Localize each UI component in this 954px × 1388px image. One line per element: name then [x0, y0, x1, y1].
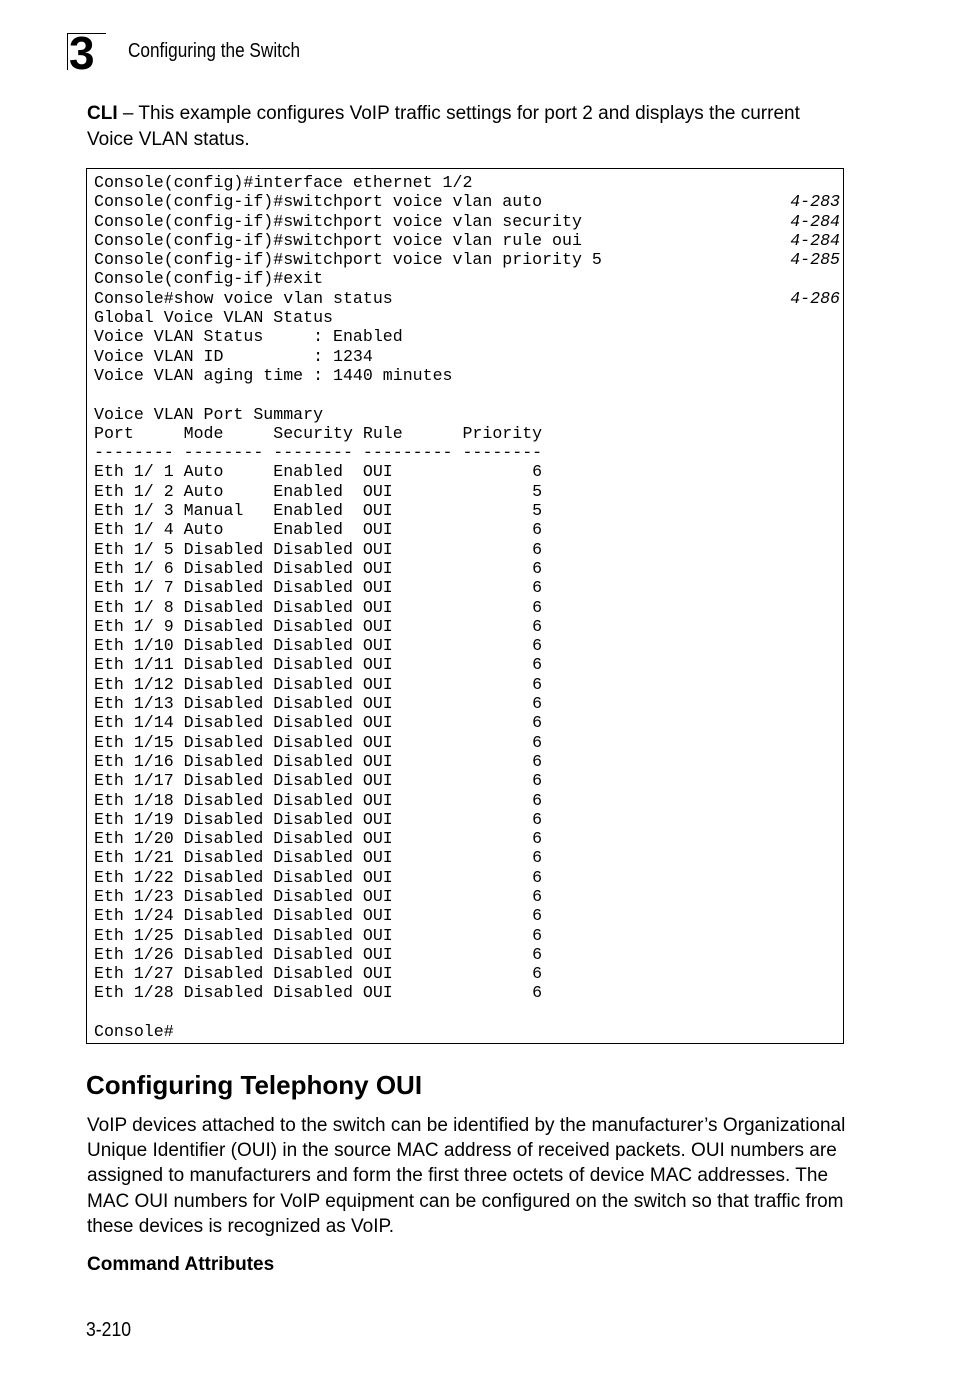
- code-line: [94, 926, 840, 945]
- code-text: Eth 1/ 9 Disabled Disabled OUI 6: [94, 616, 543, 636]
- code-line: [94, 366, 840, 385]
- chapter-title: Configuring the Switch: [128, 40, 301, 62]
- code-line: [94, 578, 840, 597]
- code-line: [94, 655, 840, 674]
- code-page-reference: 4-286: [790, 288, 840, 308]
- intro-label: CLI: [87, 103, 118, 124]
- code-text: Eth 1/ 6 Disabled Disabled OUI 6: [94, 558, 543, 578]
- code-text: Console#show voice vlan status: [94, 288, 393, 308]
- code-line: [94, 636, 840, 655]
- cli-example-lines: [94, 173, 840, 1041]
- code-text: Eth 1/20 Disabled Disabled OUI 6: [94, 829, 543, 849]
- code-text: Console(config-if)#switchport voice vlan rule oui: [94, 230, 582, 250]
- code-line: [94, 1003, 840, 1022]
- code-text: Console(config)#interface ethernet 1/2: [94, 173, 473, 192]
- code-text: Console#: [94, 1022, 174, 1042]
- code-line: [94, 598, 840, 617]
- code-text: Eth 1/22 Disabled Disabled OUI 6: [94, 867, 543, 887]
- code-line: [94, 559, 840, 578]
- code-line: [94, 501, 840, 520]
- code-text: Eth 1/ 3 Manual Enabled OUI 5: [94, 501, 543, 521]
- code-line: [94, 212, 840, 231]
- code-line: [94, 308, 840, 327]
- code-text: -------- -------- -------- --------- --------: [94, 443, 543, 463]
- intro-paragraph: [87, 101, 847, 153]
- code-line: [94, 752, 840, 771]
- code-text: Eth 1/19 Disabled Disabled OUI 6: [94, 809, 543, 829]
- code-line: [94, 520, 840, 539]
- code-line: [94, 791, 840, 810]
- code-text: Eth 1/ 5 Disabled Disabled OUI 6: [94, 539, 543, 559]
- code-page-reference: 4-284: [790, 211, 840, 231]
- cli-example-box: [86, 168, 844, 1044]
- code-line: [94, 983, 840, 1002]
- code-text: Console(config-if)#switchport voice vlan priority 5: [94, 250, 602, 270]
- code-line: [94, 733, 840, 752]
- code-line: [94, 192, 840, 211]
- code-text: Voice VLAN ID : 1234: [94, 346, 373, 366]
- code-text: Global Voice VLAN Status: [94, 308, 333, 328]
- code-text: Port Mode Security Rule Priority: [94, 423, 543, 443]
- code-line: [94, 173, 840, 192]
- code-text: Eth 1/26 Disabled Disabled OUI 6: [94, 944, 543, 964]
- code-text: Eth 1/18 Disabled Disabled OUI 6: [94, 790, 543, 810]
- code-line: [94, 1022, 840, 1041]
- code-text: Eth 1/23 Disabled Disabled OUI 6: [94, 886, 543, 906]
- code-text: Eth 1/11 Disabled Disabled OUI 6: [94, 655, 543, 675]
- code-text: Eth 1/28 Disabled Disabled OUI 6: [94, 983, 543, 1003]
- code-text: Eth 1/25 Disabled Disabled OUI 6: [94, 925, 543, 945]
- code-text: Eth 1/21 Disabled Disabled OUI 6: [94, 848, 543, 868]
- code-page-reference: 4-283: [790, 192, 840, 212]
- code-line: [94, 887, 840, 906]
- section-body: VoIP devices attached to the switch can be identified by the manufacturer’s Organizational Unique Identifier (OUI) in the source MAC address of received packets. OUI numbers are assigned to manufacturers and form the first three octets of device MAC addresses. The MAC OUI numbers for VoIP equipment can be configured on the switch so that traffic from these devices is recognized as VoIP.: [87, 1115, 846, 1237]
- code-text: Eth 1/13 Disabled Disabled OUI 6: [94, 694, 543, 714]
- code-line: [94, 829, 840, 848]
- code-line: [94, 482, 840, 501]
- code-line: [94, 385, 840, 404]
- code-line: [94, 868, 840, 887]
- code-line: [94, 964, 840, 983]
- code-text: Eth 1/ 4 Auto Enabled OUI 6: [94, 520, 543, 540]
- code-text: Eth 1/17 Disabled Disabled OUI 6: [94, 771, 543, 791]
- code-text: Console(config-if)#switchport voice vlan auto: [94, 192, 543, 212]
- code-text: Eth 1/ 8 Disabled Disabled OUI 6: [94, 597, 543, 617]
- code-line: [94, 289, 840, 308]
- code-text: Voice VLAN Port Summary: [94, 404, 324, 424]
- code-line: [94, 327, 840, 346]
- command-attributes-heading: Command Attributes: [87, 1254, 275, 1275]
- chapter-number: 3: [69, 27, 95, 79]
- code-line: [94, 771, 840, 790]
- code-line: [94, 945, 840, 964]
- code-line: [94, 675, 840, 694]
- code-line: [94, 694, 840, 713]
- code-line: [94, 617, 840, 636]
- code-text: Eth 1/14 Disabled Disabled OUI 6: [94, 713, 543, 733]
- code-text: Console(config-if)#exit: [94, 269, 324, 289]
- code-line: [94, 443, 840, 462]
- code-line: [94, 250, 840, 269]
- code-text: Eth 1/ 1 Auto Enabled OUI 6: [94, 462, 543, 482]
- code-text: Eth 1/10 Disabled Disabled OUI 6: [94, 636, 543, 656]
- intro-text: – This example configures VoIP traffic settings for port 2 and displays the current Voice VLAN status.: [87, 103, 800, 150]
- code-text: Eth 1/27 Disabled Disabled OUI 6: [94, 964, 543, 984]
- code-line: [94, 906, 840, 925]
- code-text: Eth 1/24 Disabled Disabled OUI 6: [94, 906, 543, 926]
- code-line: [94, 231, 840, 250]
- code-line: [94, 713, 840, 732]
- code-text: Voice VLAN aging time : 1440 minutes: [94, 365, 453, 385]
- code-text: Eth 1/15 Disabled Disabled OUI 6: [94, 732, 543, 752]
- code-text: Eth 1/ 2 Auto Enabled OUI 5: [94, 481, 543, 501]
- code-text: Console(config-if)#switchport voice vlan security: [94, 211, 582, 231]
- code-text: Eth 1/12 Disabled Disabled OUI 6: [94, 674, 543, 694]
- code-line: [94, 462, 840, 481]
- code-text: Voice VLAN Status : Enabled: [94, 327, 403, 347]
- code-line: [94, 269, 840, 288]
- code-text: Eth 1/ 7 Disabled Disabled OUI 6: [94, 578, 543, 598]
- code-line: [94, 405, 840, 424]
- code-line: [94, 540, 840, 559]
- code-line: [94, 810, 840, 829]
- code-page-reference: 4-285: [790, 250, 840, 270]
- code-line: [94, 848, 840, 867]
- code-page-reference: 4-284: [790, 230, 840, 250]
- page-number: 3-210: [86, 1319, 132, 1341]
- code-line: [94, 347, 840, 366]
- code-text: Eth 1/16 Disabled Disabled OUI 6: [94, 751, 543, 771]
- code-line: [94, 424, 840, 443]
- section-title: Configuring Telephony OUI: [86, 1070, 423, 1100]
